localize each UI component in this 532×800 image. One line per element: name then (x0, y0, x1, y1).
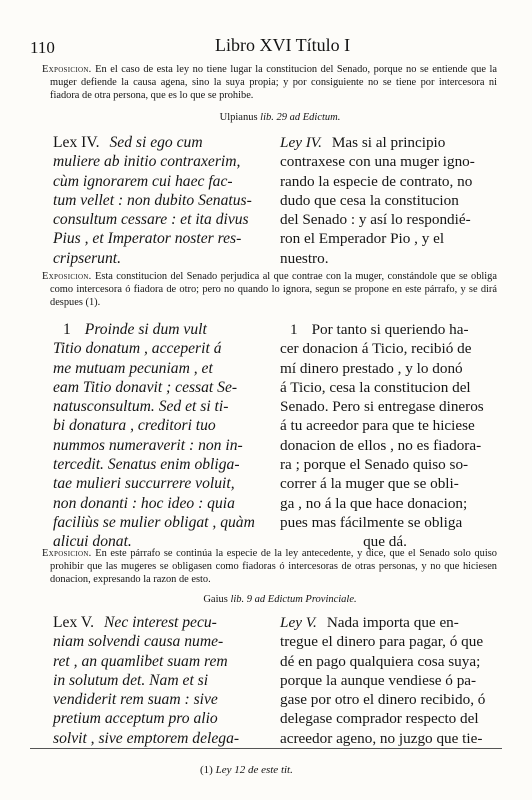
spanish-line: pues mas fácilmente se obliga (280, 513, 463, 531)
spanish-line: acreedor ageno, no juzgo que tie- (280, 729, 483, 747)
latin-line: vendiderit rem suam : sive (53, 691, 218, 709)
spanish-line: contraxese con una muger igno- (280, 153, 475, 171)
latin-line: non donanti : hoc ideo : quia (53, 494, 235, 512)
latin-line: eam Titio donavit ; cessat Se- (53, 378, 238, 396)
latin-line: me mutuam pecuniam , et (53, 359, 213, 377)
latin-line: natusconsultum. Sed et si ti- (53, 398, 229, 416)
spanish-line: porque la aunque vendiese ó pa- (280, 671, 477, 689)
spanish-line: delegase comprador respecto del (280, 710, 479, 728)
spanish-line: ra ; porque el Senado quiso so- (280, 456, 469, 474)
latin-line: tercedit. Senatus enim obliga- (53, 456, 240, 474)
para-1-latin (53, 320, 263, 552)
paragraph-number: 1 (63, 321, 71, 338)
paragraph-number: 1 (290, 321, 298, 338)
ley-v-spanish (280, 613, 490, 748)
latin-line: cùm ignorarem cui haec fac- (53, 172, 233, 190)
latin-line: consultum cessare : et ita divus (53, 211, 249, 229)
ley-label: Ley V. (280, 614, 317, 631)
spanish-line: gase por otro el dinero recibido, ó (280, 691, 486, 709)
latin-line: faciliùs se mulier obligat , quàm (53, 513, 255, 531)
exposicion-label: Exposicion. (42, 271, 92, 282)
latin-line: solvit , sive emptorem delega- (53, 729, 240, 747)
footnote-rule (30, 748, 502, 749)
source-citation-1 (200, 112, 360, 123)
latin-line: Titio donatum , acceperit á (53, 340, 222, 358)
source-author: Gaius (203, 594, 228, 605)
footnote-text: Ley 12 de este tit. (215, 764, 293, 776)
lex-v-latin (53, 613, 263, 748)
spanish-line: ga , no á la que hace donacion; (280, 494, 468, 512)
spanish-line: Ley V. Nada importa que en- (280, 614, 459, 631)
exposicion-1 (42, 63, 497, 102)
spanish-line: tregue el dinero para pagar, ó que (280, 633, 484, 651)
para-1-spanish (280, 320, 490, 552)
exposicion-label: Exposicion. (42, 548, 92, 559)
spanish-line: á Ticio, cesa la constitucion del (280, 378, 471, 396)
latin-line: Pius , et Imperator noster res- (53, 230, 242, 248)
exposicion-label: Exposicion. (42, 64, 92, 75)
latin-line: tae mulieri succurrere voluit, (53, 475, 235, 493)
latin-line: cripserunt. (53, 249, 122, 267)
latin-line: nummos numeraverit : non in- (53, 436, 243, 454)
spanish-line: ron el Emperador Pio , y el (280, 230, 445, 248)
exposicion-text: En este párrafo se continúa la especie de la ley antecedente, y dice, que el Senado solo quiso prohibir que las mugeres se obligasen como fiadoras ó intercesoras de otras personas, y no que hiciesen donacion, expresando la razon de esto. (50, 548, 497, 585)
spanish-line: donacion de ellos , no es fiadora- (280, 436, 482, 454)
footnote-mark: (1) (200, 764, 213, 776)
spanish-line: que dá. (363, 533, 407, 551)
exposicion-3 (42, 547, 497, 586)
source-ref: lib. 9 ad Edictum Provinciale. (227, 594, 357, 605)
latin-line: in solutum det. Nam et si (53, 671, 209, 689)
latin-line: ret , an quamlibet suam rem (53, 652, 228, 670)
spanish-line: correr á la muger que se obli- (280, 475, 459, 493)
spanish-line: 1 Por tanto si queriendo ha- (290, 321, 469, 338)
source-ref: lib. 29 ad Edictum. (257, 112, 341, 123)
spanish-line: mí dinero prestado , y lo donó (280, 359, 463, 377)
footnote (200, 764, 293, 776)
latin-line: tum vellet : non dubito Senatus- (53, 191, 252, 209)
spanish-line: rando la especie de contrato, no (280, 172, 473, 190)
lex-label: Lex IV. (53, 134, 100, 151)
latin-line: niam solvendi causa nume- (53, 633, 224, 651)
latin-line: Lex V. Nec interest pecu- (53, 614, 217, 631)
source-author: Ulpianus (219, 112, 258, 123)
running-head: Libro XVI Título I (215, 35, 351, 55)
spanish-line: nuestro. (280, 249, 329, 267)
latin-line: 1 Proinde si dum vult (63, 321, 207, 338)
exposicion-text: Esta constitucion del Senado perjudica al que contrae con la muger, constándole que se obliga como intercesora ó fiadora de otro; pero no quando lo ignora, segun se propone en este párrafo, y se dirá despues (1). (50, 271, 497, 308)
lex-label: Lex V. (53, 614, 95, 631)
latin-line: bi donatura , creditori tuo (53, 417, 216, 435)
spanish-line: dé en pago qualquiera cosa suya; (280, 652, 481, 670)
spanish-line: Senado. Pero si entregase dineros (280, 398, 484, 416)
latin-line: pretium acceptum pro alio (53, 710, 218, 728)
exposicion-text: En el caso de esta ley no tiene lugar la constitucion del Senado, porque no se entiende que la muger defiende la causa agena, sino la suya propia; y por consiguiente no se tiene por intercesora ni fiadora de otra persona, que es lo que se prohibe. (50, 64, 497, 101)
spanish-line: á tu acreedor para que te hiciese (280, 417, 475, 435)
spanish-line: cer donacion á Ticio, recibió de (280, 340, 472, 358)
latin-line: Lex IV. Sed si ego cum (53, 134, 203, 151)
source-citation-2 (165, 594, 395, 605)
page-number: 110 (30, 38, 55, 57)
latin-line: alicui donat. (53, 533, 132, 551)
ley-iv-spanish (280, 133, 490, 268)
exposicion-2 (42, 270, 497, 309)
lex-iv-latin (53, 133, 263, 268)
ley-label: Ley IV. (280, 134, 322, 151)
spanish-line: dudo que cesa la constitucion (280, 191, 459, 209)
latin-line: muliere ab initio contraxerim, (53, 153, 241, 171)
spanish-line: del Senado : y así lo respondié- (280, 211, 471, 229)
spanish-line: Ley IV. Mas si al principio (280, 134, 446, 151)
